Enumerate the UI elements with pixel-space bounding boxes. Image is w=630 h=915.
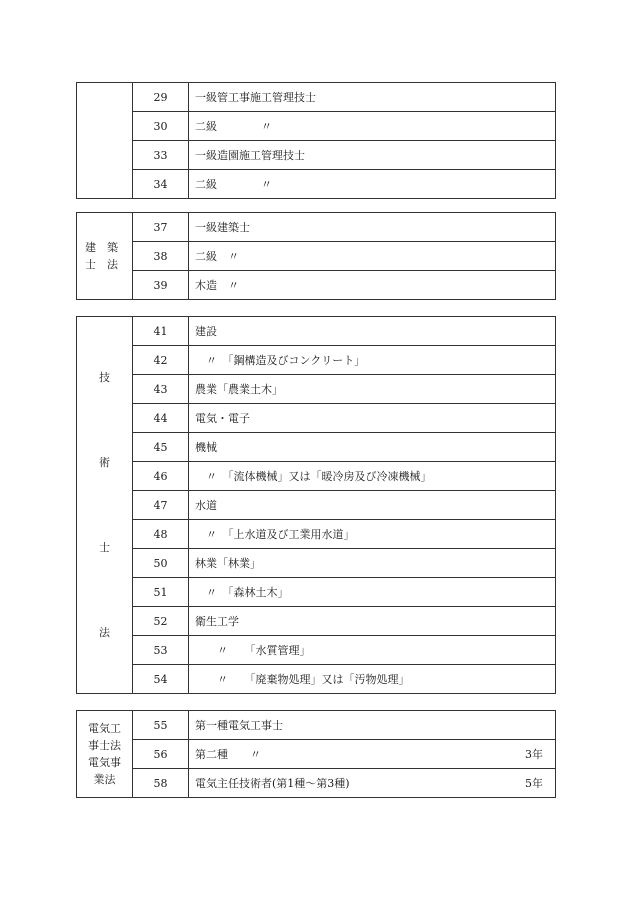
- row-number: 50: [133, 549, 189, 578]
- row-text: 〃 「上水道及び工業用水道」: [189, 520, 556, 549]
- table-row: [77, 242, 556, 271]
- row-number: 51: [133, 578, 189, 607]
- row-text: 二級 〃: [189, 112, 556, 141]
- row-text: 電気主任技術者(第1種～第3種): [195, 777, 350, 790]
- category-cell: [77, 213, 133, 300]
- table-row: [77, 433, 556, 462]
- row-number: 33: [133, 141, 189, 170]
- row-text: 一級管工事施工管理技士: [189, 83, 556, 112]
- row-text: 第二種 〃: [195, 748, 261, 761]
- table-row: [77, 740, 556, 769]
- category-line: 業法: [93, 773, 116, 786]
- row-text: 機械: [189, 433, 556, 462]
- row-number: 56: [133, 740, 189, 769]
- table-section-3: [76, 316, 556, 694]
- row-number: 52: [133, 607, 189, 636]
- row-text: 木造 〃: [189, 271, 556, 300]
- table-row: [77, 578, 556, 607]
- years-value: 3年: [525, 748, 543, 761]
- table-row: [77, 213, 556, 242]
- category-line: 士 法: [85, 258, 118, 271]
- row-text: 一級建築士: [189, 213, 556, 242]
- row-text-cell: [189, 769, 556, 798]
- row-number: 45: [133, 433, 189, 462]
- category-cell: [77, 317, 133, 694]
- row-text: 水道: [189, 491, 556, 520]
- row-text: 第一種電気工事士: [195, 719, 283, 732]
- category-char: 術: [99, 456, 110, 469]
- row-number: 38: [133, 242, 189, 271]
- row-text: 農業「農業土木」: [189, 375, 556, 404]
- table-section-2: [76, 212, 556, 300]
- row-text: 二級 〃: [189, 242, 556, 271]
- row-text: 〃 「水質管理」: [189, 636, 556, 665]
- row-number: 53: [133, 636, 189, 665]
- table-row: [77, 141, 556, 170]
- table-row: [77, 404, 556, 433]
- table-row: [77, 636, 556, 665]
- table-row: [77, 170, 556, 199]
- row-number: 42: [133, 346, 189, 375]
- row-number: 55: [133, 711, 189, 740]
- row-number: 58: [133, 769, 189, 798]
- category-line: 電気事: [88, 756, 121, 769]
- category-char: 技: [99, 371, 110, 384]
- row-text: 〃 「流体機械」又は「暖冷房及び冷凍機械」: [189, 462, 556, 491]
- row-text: 一級造園施工管理技士: [189, 141, 556, 170]
- table-row: [77, 607, 556, 636]
- row-number: 39: [133, 271, 189, 300]
- row-text: 衛生工学: [189, 607, 556, 636]
- row-text: 電気・電子: [189, 404, 556, 433]
- row-number: 37: [133, 213, 189, 242]
- row-number: 43: [133, 375, 189, 404]
- table-row: [77, 346, 556, 375]
- category-line: 建 築: [85, 241, 118, 254]
- table-row: [77, 549, 556, 578]
- table-row: [77, 83, 556, 112]
- row-text: 林業「林業」: [189, 549, 556, 578]
- table-row: [77, 271, 556, 300]
- category-line: 事士法: [88, 739, 121, 752]
- table-section-4: [76, 710, 556, 798]
- row-text: 建設: [189, 317, 556, 346]
- category-cell: [77, 711, 133, 798]
- row-text: 〃 「鋼構造及びコンクリート」: [189, 346, 556, 375]
- row-text: 〃 「廃棄物処理」又は「汚物処理」: [189, 665, 556, 694]
- row-number: 41: [133, 317, 189, 346]
- row-text: 二級 〃: [189, 170, 556, 199]
- table-row: [77, 112, 556, 141]
- row-number: 30: [133, 112, 189, 141]
- row-number: 29: [133, 83, 189, 112]
- table-row: [77, 520, 556, 549]
- category-line: 電気工: [88, 722, 121, 735]
- table-row: [77, 711, 556, 740]
- row-number: 46: [133, 462, 189, 491]
- years-value: 5年: [525, 777, 543, 790]
- row-number: 34: [133, 170, 189, 199]
- table-row: [77, 317, 556, 346]
- row-number: 44: [133, 404, 189, 433]
- row-text: 〃 「森林土木」: [189, 578, 556, 607]
- row-number: 48: [133, 520, 189, 549]
- row-number: 47: [133, 491, 189, 520]
- row-text-cell: [189, 740, 556, 769]
- table-row: [77, 375, 556, 404]
- table-row: [77, 462, 556, 491]
- table-row: [77, 665, 556, 694]
- table-section-1: [76, 82, 556, 199]
- row-number: 54: [133, 665, 189, 694]
- table-row: [77, 769, 556, 798]
- category-cell: [77, 83, 133, 199]
- category-char: 士: [99, 541, 110, 554]
- row-text-cell: [189, 711, 556, 740]
- category-char: 法: [99, 626, 110, 639]
- table-row: [77, 491, 556, 520]
